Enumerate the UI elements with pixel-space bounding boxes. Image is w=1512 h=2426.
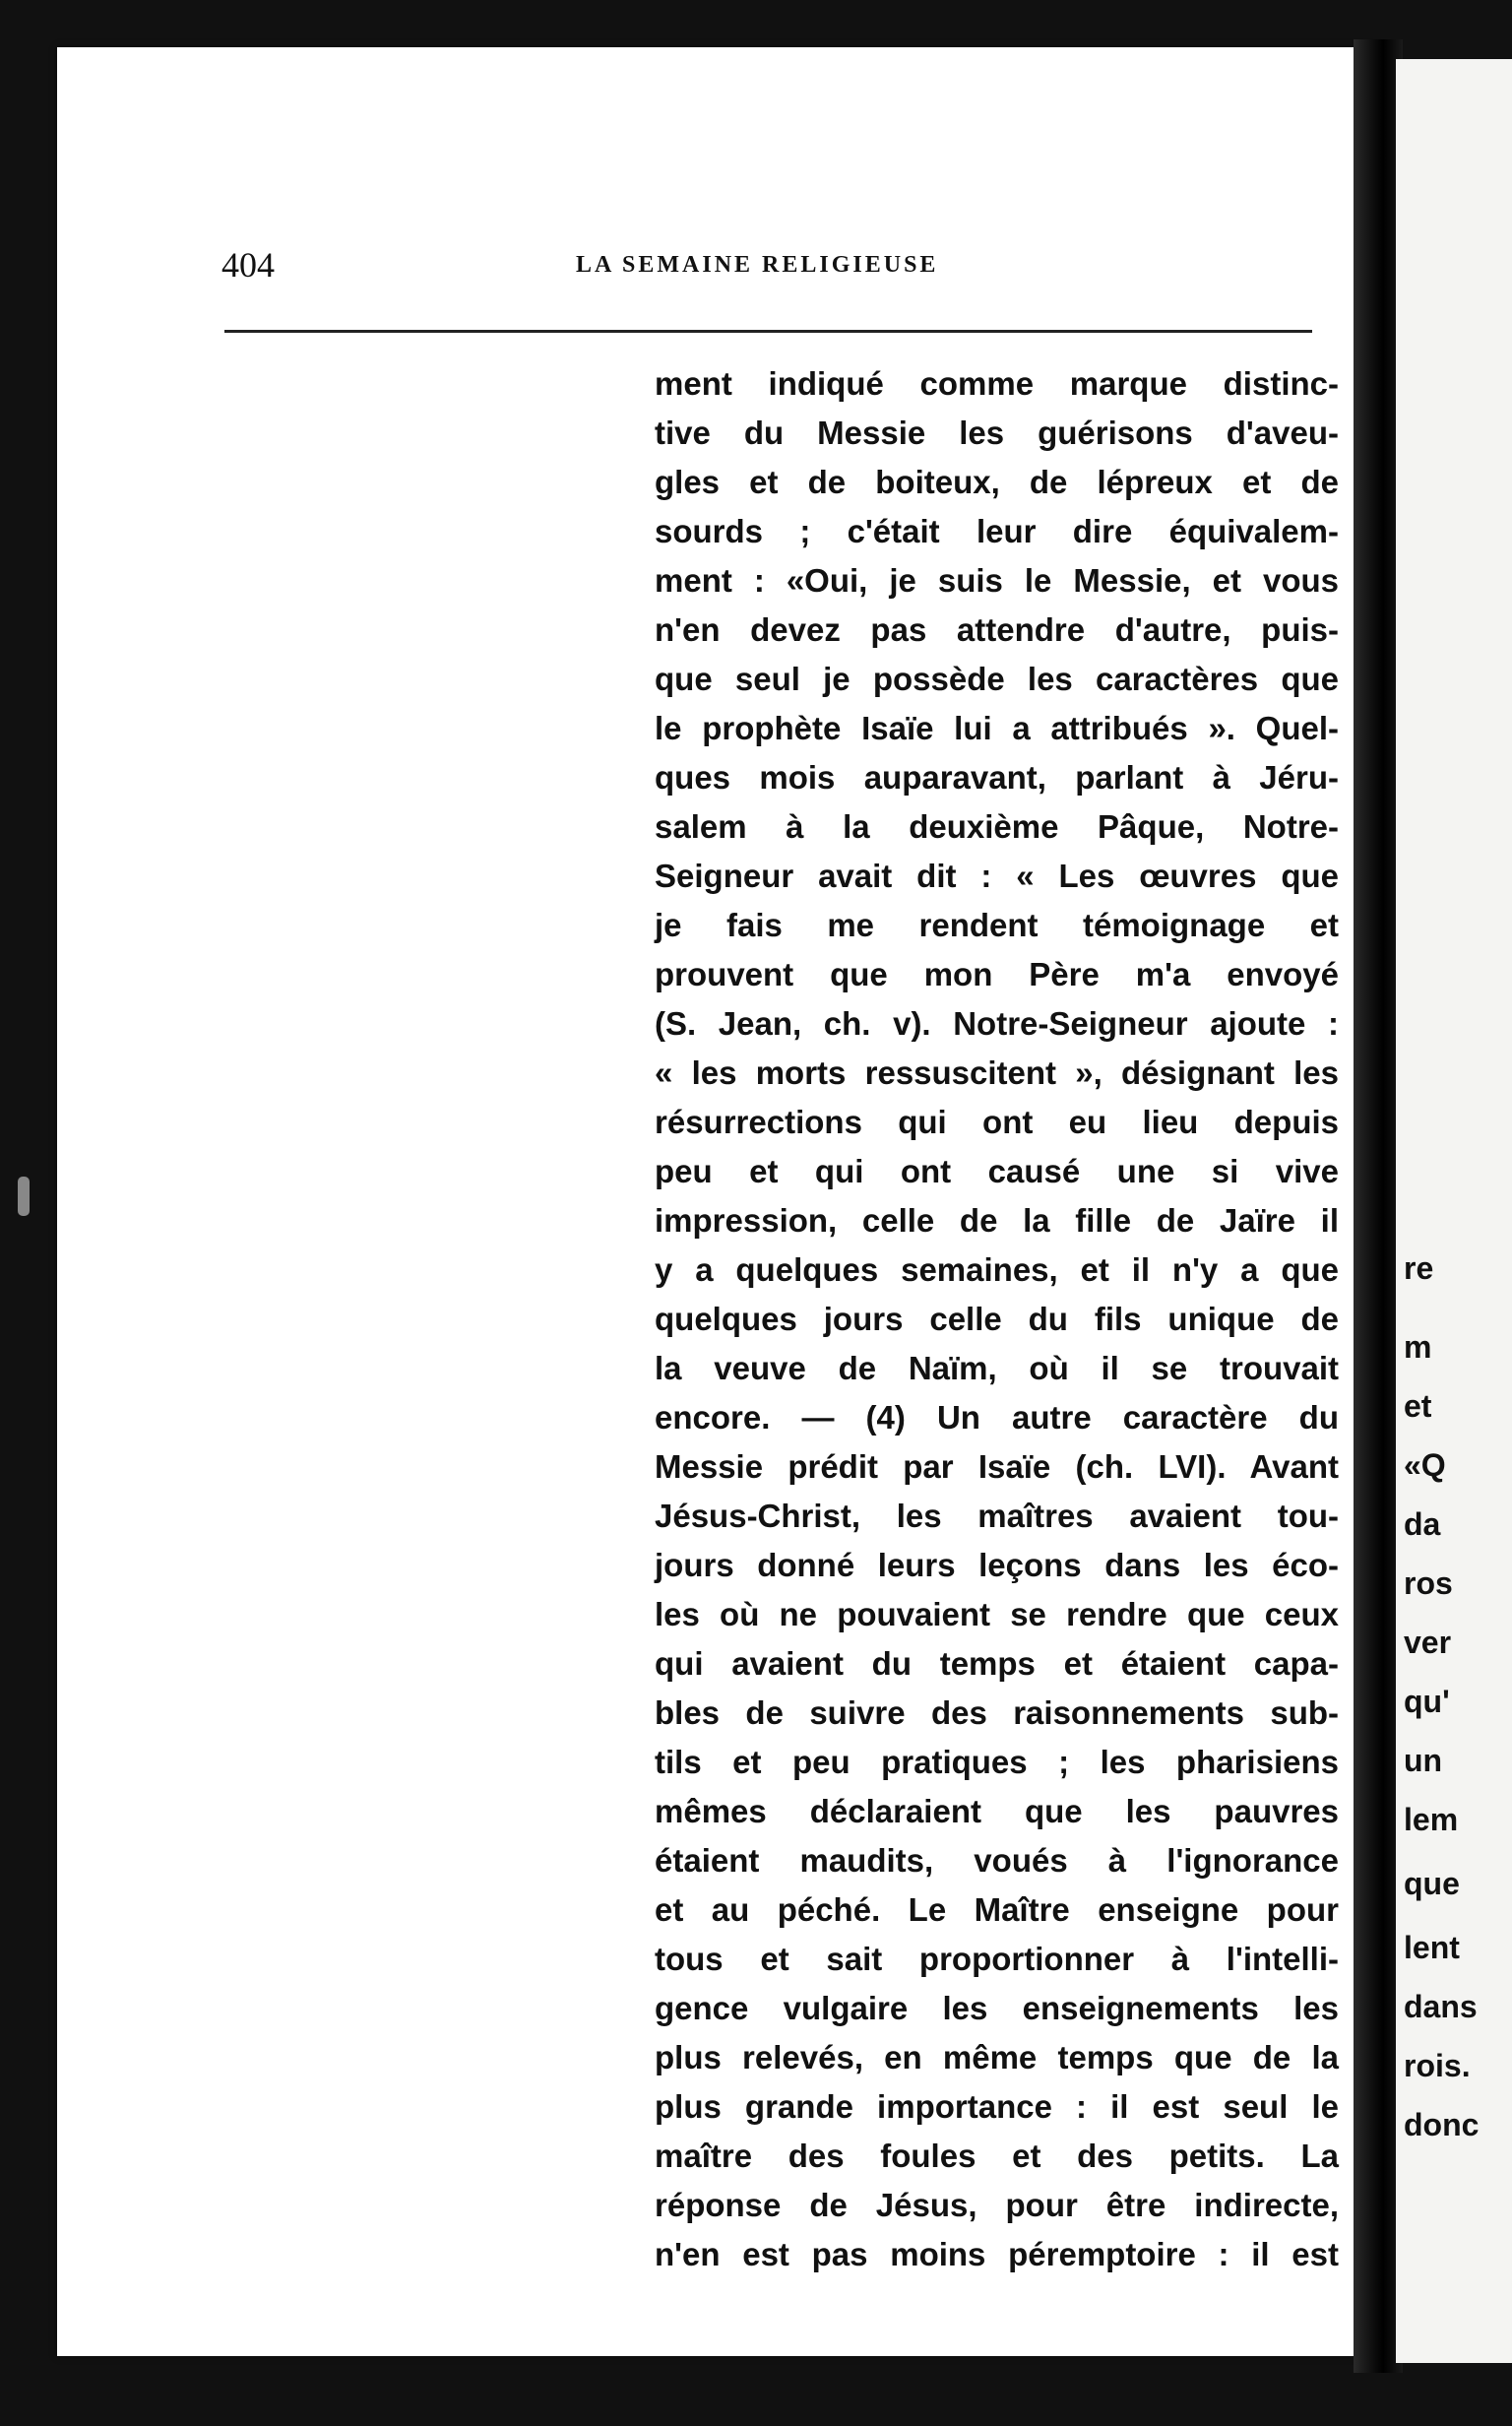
text-line: qui avaient du temps et étaient capa- — [655, 1645, 1339, 1682]
facing-page-fragment: et — [1404, 1388, 1432, 1424]
text-line: tive du Messie les guérisons d'aveu- — [655, 415, 1339, 451]
text-line: et au péché. Le Maître enseigne pour — [655, 1891, 1339, 1928]
journal-title: LA SEMAINE RELIGIEUSE — [576, 252, 939, 278]
facing-page-fragment: ver — [1404, 1625, 1452, 1660]
scan-smudge — [18, 1177, 30, 1216]
text-line: je fais me rendent témoignage et — [655, 907, 1339, 943]
text-line: plus relevés, en même temps que de la — [655, 2039, 1339, 2075]
facing-page-fragment: m — [1404, 1329, 1432, 1365]
text-line: jours donné leurs leçons dans les éco- — [655, 1547, 1339, 1583]
text-line: impression, celle de la fille de Jaïre il — [655, 1202, 1339, 1239]
facing-page-fragment: donc — [1404, 2107, 1480, 2142]
text-line: Messie prédit par Isaïe (ch. LVI). Avant — [655, 1448, 1339, 1485]
facing-page-fragment: da — [1404, 1506, 1441, 1542]
text-line: bles de suivre des raisonnements sub- — [655, 1694, 1339, 1731]
text-line: peu et qui ont causé une si vive — [655, 1153, 1339, 1189]
running-head — [221, 244, 1309, 293]
text-line: Jésus-Christ, les maîtres avaient tou- — [655, 1498, 1339, 1534]
text-line: ment indiqué comme marque distinc- — [655, 365, 1339, 402]
text-line: salem à la deuxième Pâque, Notre- — [655, 808, 1339, 845]
text-line: le prophète Isaïe lui a attribués ». Quel- — [655, 710, 1339, 746]
text-line: gence vulgaire les enseignements les — [655, 1990, 1339, 2026]
text-line: n'en devez pas attendre d'autre, puis- — [655, 611, 1339, 648]
text-line: tous et sait proportionner à l'intelli- — [655, 1941, 1339, 1977]
facing-page-edge — [1396, 59, 1512, 2363]
text-line: y a quelques semaines, et il n'y a que — [655, 1251, 1339, 1288]
facing-page-fragment: dans — [1404, 1989, 1478, 2024]
text-line: prouvent que mon Père m'a envoyé — [655, 956, 1339, 992]
facing-page-fragment: qu' — [1404, 1684, 1450, 1719]
text-line: tils et peu pratiques ; les pharisiens — [655, 1744, 1339, 1780]
text-line: gles et de boiteux, de lépreux et de — [655, 464, 1339, 500]
page-number: 404 — [221, 245, 275, 285]
text-line: réponse de Jésus, pour être indirecte, — [655, 2187, 1339, 2223]
facing-page-fragment: lem — [1404, 1802, 1459, 1837]
text-line: encore. — (4) Un autre caractère du — [655, 1399, 1339, 1436]
facing-page-fragment: que — [1404, 1866, 1460, 1901]
header-rule — [224, 330, 1312, 333]
text-line: Seigneur avait dit : « Les œuvres que — [655, 858, 1339, 894]
text-line: mêmes déclaraient que les pauvres — [655, 1793, 1339, 1829]
facing-page-fragment: ros — [1404, 1565, 1453, 1601]
text-line: que seul je possède les caractères que — [655, 661, 1339, 697]
facing-page-fragment: re — [1404, 1250, 1434, 1286]
facing-page-fragment: lent — [1404, 1930, 1460, 1965]
text-line: étaient maudits, voués à l'ignorance — [655, 1842, 1339, 1879]
text-line: les où ne pouvaient se rendre que ceux — [655, 1596, 1339, 1632]
text-line: sourds ; c'était leur dire équivalem- — [655, 513, 1339, 549]
text-line: n'en est pas moins péremptoire : il est — [655, 2236, 1339, 2272]
text-line: quelques jours celle du fils unique de — [655, 1301, 1339, 1337]
text-line: plus grande importance : il est seul le — [655, 2088, 1339, 2125]
facing-page-fragment: rois. — [1404, 2048, 1471, 2083]
text-line: ment : «Oui, je suis le Messie, et vous — [655, 562, 1339, 599]
text-line: ques mois auparavant, parlant à Jéru- — [655, 759, 1339, 796]
text-line: (S. Jean, ch. v). Notre-Seigneur ajoute : — [655, 1005, 1339, 1042]
body-text-column — [655, 359, 1339, 2279]
facing-page-fragment: un — [1404, 1743, 1443, 1778]
text-line: maître des foules et des petits. La — [655, 2138, 1339, 2174]
text-line: résurrections qui ont eu lieu depuis — [655, 1104, 1339, 1140]
text-line: la veuve de Naïm, où il se trouvait — [655, 1350, 1339, 1386]
facing-page-fragment: «Q — [1404, 1447, 1446, 1483]
text-line: « les morts ressuscitent », désignant les — [655, 1054, 1339, 1091]
